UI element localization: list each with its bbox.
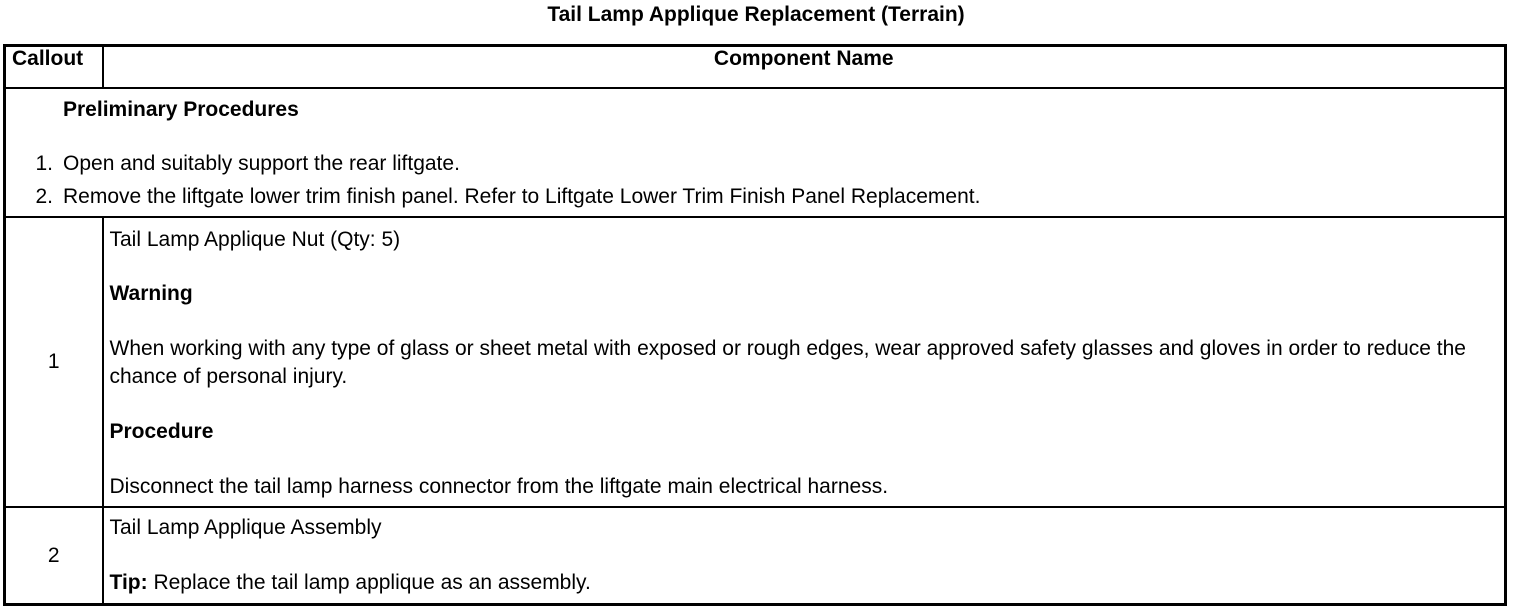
preliminary-steps-list xyxy=(6,152,980,218)
preliminary-procedures-heading: Preliminary Procedures xyxy=(63,98,299,121)
procedure-text: Disconnect the tail lamp harness connector from the liftgate main electrical harness. xyxy=(109,475,889,498)
procedure-table xyxy=(3,44,1507,606)
step-number: 2. xyxy=(35,185,53,208)
tip-paragraph xyxy=(110,569,1499,597)
component-name-column-header: Component Name xyxy=(103,46,1506,89)
document-title: Tail Lamp Applique Replacement (Terrain) xyxy=(547,3,965,26)
warning-text: When working with any type of glass or sheet metal with exposed or rough edges, wear approved safety glasses and gloves in order to reduce the chance of personal injury. xyxy=(109,337,1466,388)
step-text: Remove the liftgate lower trim finish panel. Refer to Liftgate Lower Trim Finish Panel Replacement. xyxy=(63,185,981,208)
table-row xyxy=(5,507,1506,605)
step-text: Open and suitably support the rear liftgate. xyxy=(63,152,460,175)
table-row xyxy=(5,217,1506,507)
preliminary-procedures-row xyxy=(5,88,1506,217)
tip-label: Tip: xyxy=(109,571,148,594)
component-cell xyxy=(103,217,1506,507)
warning-heading: Warning xyxy=(109,282,193,305)
preliminary-procedures-cell xyxy=(5,88,1506,217)
table-header-row xyxy=(5,46,1506,89)
callout-number: 2 xyxy=(5,507,103,605)
component-cell xyxy=(103,507,1506,605)
component-name: Tail Lamp Applique Nut (Qty: 5) xyxy=(109,228,401,251)
step-number: 1. xyxy=(35,152,53,175)
callout-column-header: Callout xyxy=(5,46,103,89)
preliminary-step xyxy=(6,152,980,185)
procedure-heading: Procedure xyxy=(109,420,214,443)
tip-text: Replace the tail lamp applique as an assembly. xyxy=(147,571,591,594)
callout-number: 1 xyxy=(5,217,103,507)
component-name: Tail Lamp Applique Assembly xyxy=(109,516,382,539)
preliminary-step xyxy=(6,185,980,218)
